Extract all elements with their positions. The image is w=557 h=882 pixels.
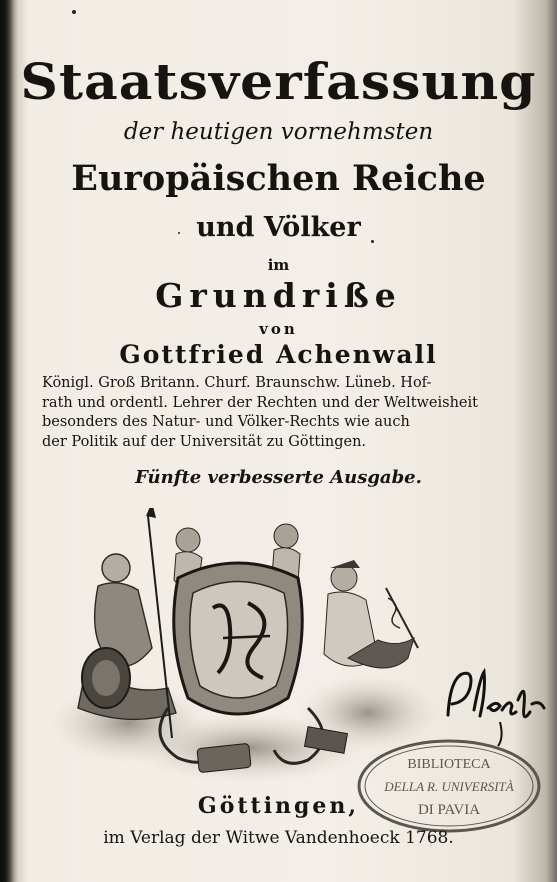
library-stamp: [356, 738, 542, 834]
subtitle-line-2: Europäischen Reiche: [71, 158, 486, 199]
credentials-line: Königl. Groß Britann. Churf. Braunschw. Lüneb. Hof-: [42, 375, 432, 391]
stamp-line-2: DELLA R. UNIVERSITÀ: [384, 779, 514, 794]
stamp-line-3: DI PAVIA: [417, 802, 481, 818]
by-line: von: [259, 320, 298, 338]
publication-place: Göttingen,: [197, 793, 360, 819]
credentials-line: der Politik auf der Universität zu Göttingen.: [42, 433, 367, 450]
edition-note: Fünfte verbesserte Ausgabe.: [135, 467, 422, 488]
paper-speck: [178, 232, 180, 234]
subtitle-line-4: im: [267, 256, 290, 274]
paper-speck: [371, 240, 374, 243]
publisher-imprint: im Verlag der Witwe Vandenhoeck 1768.: [103, 828, 454, 848]
subtitle-line-1: der heutigen vornehmsten: [123, 119, 434, 145]
credentials-line: besonders des Natur- und Völker-Rechts wie auch: [42, 414, 410, 430]
subtitle-line-5: Grundriße: [155, 276, 402, 315]
stamp-line-1: BIBLIOTECA: [407, 757, 491, 772]
book-title: Staatsverfassung: [20, 52, 537, 111]
subtitle-line-3: und Völker: [196, 212, 361, 243]
author-credentials: [42, 374, 518, 452]
credentials-line: rath und ordentl. Lehrer der Rechten und der Weltweisheit: [42, 394, 478, 411]
handwritten-signature: [440, 660, 550, 750]
paper-speck: [72, 10, 76, 14]
author-name: Gottfried Achenwall: [119, 340, 438, 369]
